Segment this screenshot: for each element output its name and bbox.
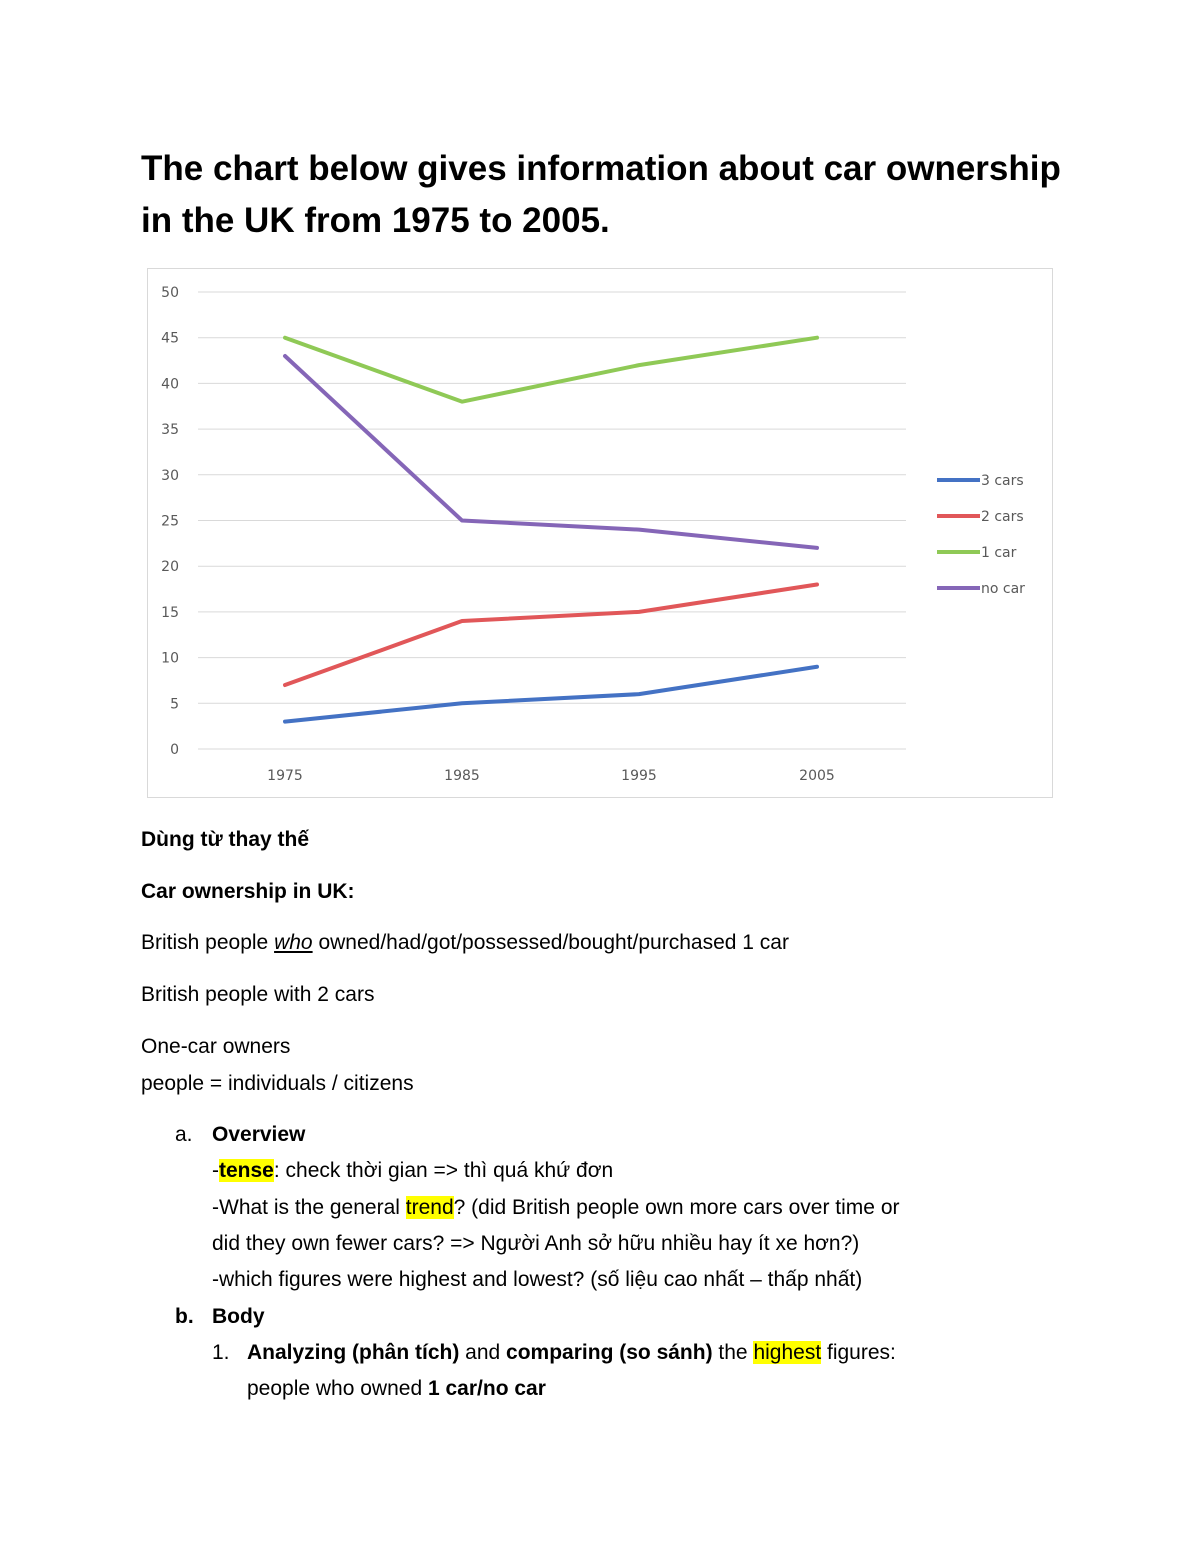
highlight-trend: trend bbox=[405, 1196, 454, 1219]
y-tick-label: 40 bbox=[161, 376, 179, 393]
overview-item-trend-cont: did they own fewer cars? => Người Anh sở hữu nhiều hay ít xe hơn?) bbox=[212, 1232, 860, 1255]
list-marker-a: a. bbox=[175, 1123, 193, 1146]
y-tick-label: 15 bbox=[161, 604, 179, 621]
y-tick-label: 0 bbox=[170, 742, 179, 758]
chart-svg bbox=[148, 269, 1054, 799]
list-marker-1: 1. bbox=[212, 1341, 230, 1364]
heading-replacement-words: Dùng từ thay thế bbox=[141, 828, 310, 851]
list-title-overview: Overview bbox=[212, 1123, 306, 1146]
underlined-word: who bbox=[274, 931, 313, 954]
text-segment: and bbox=[459, 1341, 507, 1364]
text-segment: figures: bbox=[821, 1341, 896, 1364]
bold-one-car-no-car: 1 car/no car bbox=[427, 1377, 546, 1400]
text-segment: people who owned bbox=[247, 1377, 428, 1400]
paragraph-one-car-owners: One-car owners bbox=[141, 1035, 291, 1058]
bold-analyzing: Analyzing (phân tích) bbox=[247, 1341, 460, 1364]
body-item-analyzing bbox=[247, 1335, 896, 1371]
paragraph-two-cars: British people with 2 cars bbox=[141, 983, 375, 1006]
list-marker-b: b. bbox=[175, 1305, 194, 1328]
legend-label: 2 cars bbox=[981, 509, 1024, 525]
x-tick-label: 1985 bbox=[444, 768, 480, 784]
page-title: The chart below gives information about car ownership in the UK from 1975 to 2005. bbox=[141, 149, 1061, 240]
bold-comparing: comparing (so sánh) bbox=[506, 1341, 713, 1364]
text-segment: British people bbox=[141, 931, 275, 954]
legend-label: 1 car bbox=[981, 545, 1017, 561]
y-tick-label: 5 bbox=[170, 696, 179, 713]
text-segment: : check thời gian => thì quá khứ đơn bbox=[273, 1159, 614, 1182]
y-tick-label: 30 bbox=[161, 467, 179, 484]
y-tick-label: 35 bbox=[161, 422, 179, 439]
text-segment: -What is the general bbox=[212, 1196, 406, 1219]
text-segment: the bbox=[712, 1341, 754, 1364]
heading-car-ownership: Car ownership in UK: bbox=[141, 880, 355, 903]
series-line-1-car bbox=[285, 338, 817, 402]
overview-item-figures: -which figures were highest and lowest? (số liệu cao nhất – thấp nhất) bbox=[212, 1268, 863, 1291]
y-tick-label: 20 bbox=[161, 559, 179, 576]
dash: - bbox=[212, 1159, 219, 1182]
paragraph-people-synonyms: people = individuals / citizens bbox=[141, 1072, 414, 1095]
paragraph-british-owned bbox=[141, 928, 789, 958]
body-item-analyzing-cont bbox=[247, 1371, 546, 1407]
x-tick-label: 1995 bbox=[621, 768, 657, 784]
y-tick-label: 25 bbox=[161, 513, 179, 530]
highlight-tense: tense bbox=[219, 1159, 274, 1182]
overview-item-trend bbox=[212, 1190, 900, 1226]
y-tick-label: 10 bbox=[161, 650, 179, 667]
series-line-2-cars bbox=[285, 584, 817, 685]
line-chart bbox=[147, 268, 1053, 798]
y-tick-label: 50 bbox=[161, 285, 179, 301]
list-title-body: Body bbox=[212, 1305, 265, 1328]
x-tick-label: 1975 bbox=[267, 768, 303, 784]
highlight-highest: highest bbox=[753, 1341, 822, 1364]
text-segment: ? (did British people own more cars over time or bbox=[453, 1196, 900, 1219]
y-tick-label: 45 bbox=[161, 330, 179, 347]
series-line-3-cars bbox=[285, 667, 817, 722]
legend-label: 3 cars bbox=[981, 473, 1024, 489]
overview-item-tense bbox=[212, 1153, 613, 1189]
text-segment: owned/had/got/possessed/bought/purchased 1 car bbox=[312, 931, 789, 954]
legend-label: no car bbox=[981, 581, 1025, 597]
x-tick-label: 2005 bbox=[799, 768, 835, 784]
